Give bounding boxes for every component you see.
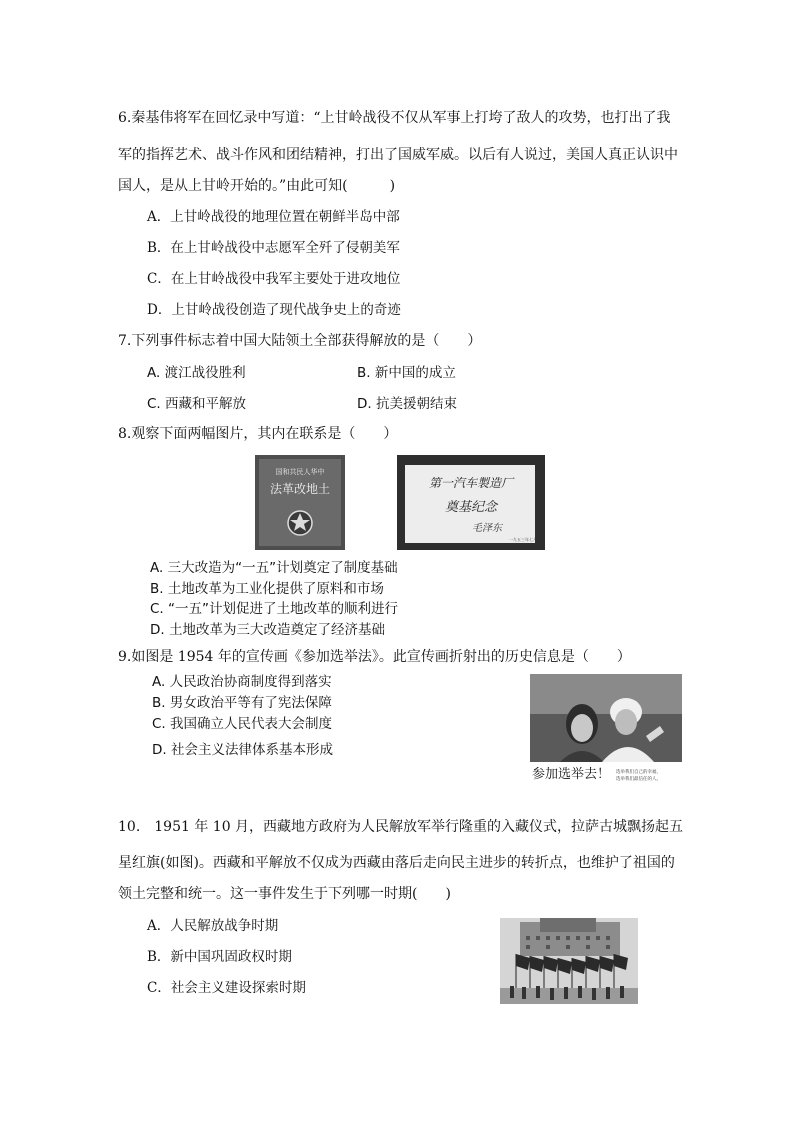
q7-stem: 7.下列事件标志着中国大陆领土全部获得解放的是（ ） <box>118 333 482 349</box>
q6-option-a: A．上甘岭战役的地理位置在朝鲜半岛中部 <box>147 209 400 225</box>
q6-stem-line-1: 6.秦基伟将军在回忆录中写道：“上甘岭战役不仅从军事上打垮了敌人的攻势，也打出了我 <box>118 110 671 126</box>
q10-stem-line-1: 10. 1951 年 10 月，西藏地方政府为人民解放军举行隆重的入藏仪式，拉萨古城飘扬起五 <box>118 819 684 835</box>
inscription-date: 一九五三年七月 <box>509 537 537 542</box>
q8-option-b: B. 土地改革为工业化提供了原料和市场 <box>150 581 384 597</box>
q10-option-b: B．新中国巩固政权时期 <box>147 949 292 965</box>
land-reform-book-header: 国和共民人华中 <box>275 468 325 476</box>
first-auto-works-inscription-image <box>397 455 545 550</box>
q7-option-a: A. 渡江战役胜利 <box>147 365 246 381</box>
poster-caption: 参加选举去！ <box>532 767 611 782</box>
q10-stem-line-2: 星红旗(如图)。西藏和平解放不仅成为西藏由落后走向民主进步的转折点，也维护了祖国的 <box>118 855 675 871</box>
q6-stem-line-3: 国人，是从上甘岭开始的。”由此可知( ) <box>118 178 396 194</box>
poster-small-line-1: 选举我们自己的幸福， <box>616 770 661 775</box>
poster-small-line-2: 选举我们最信任的人。 <box>616 777 661 782</box>
q6-option-c: C．在上甘岭战役中我军主要处于进攻地位 <box>147 271 401 287</box>
q7-option-d: D. 抗美援朝结束 <box>357 396 457 412</box>
inscription-line-2: 奠基纪念 <box>444 500 498 515</box>
q9-stem: 9.如图是 1954 年的宣传画《参加选举法》。此宣传画折射出的历史信息是（ ） <box>118 649 631 665</box>
q6-option-d: D．上甘岭战役创造了现代战争史上的奇迹 <box>147 302 401 318</box>
q8-option-c: C. “一五”计划促进了土地改革的顺利进行 <box>150 601 398 617</box>
q6-stem-line-2: 军的指挥艺术、战斗作风和团结精神，打出了国威军威。以后有人说过，美国人真正认识中 <box>118 147 678 163</box>
q10-option-c: C．社会主义建设探索时期 <box>147 980 306 996</box>
q9-option-a: A. 人民政治协商制度得到落实 <box>152 674 332 690</box>
q7-option-b: B. 新中国的成立 <box>357 365 456 381</box>
inscription-line-1: 第一汽车製造厂 <box>428 476 514 490</box>
q8-option-d: D. 土地改革为三大改造奠定了经济基础 <box>150 622 385 638</box>
lhasa-flag-ceremony-image <box>500 918 638 1004</box>
q9-option-b: B. 男女政治平等有了宪法保障 <box>152 695 332 711</box>
q9-option-d: D. 社会主义法律体系基本形成 <box>152 742 333 758</box>
inscription-signature: 毛泽东 <box>472 523 502 534</box>
election-poster-image <box>530 674 682 788</box>
q10-stem-line-3: 领土完整和统一。这一事件发生于下列哪一时期( ) <box>118 886 451 902</box>
land-reform-law-image <box>255 455 345 550</box>
q8-option-a: A. 三大改造为“一五”计划奠定了制度基础 <box>150 560 398 576</box>
q10-option-a: A．人民解放战争时期 <box>147 918 279 934</box>
q8-stem: 8.观察下面两幅图片，其内在联系是（ ） <box>118 426 398 442</box>
land-reform-book-title: 法革改地土 <box>269 482 331 496</box>
q7-option-c: C. 西藏和平解放 <box>147 396 247 412</box>
q9-option-c: C. 我国确立人民代表大会制度 <box>152 716 333 732</box>
q6-option-b: B．在上甘岭战役中志愿军全歼了侵朝美军 <box>147 240 400 256</box>
